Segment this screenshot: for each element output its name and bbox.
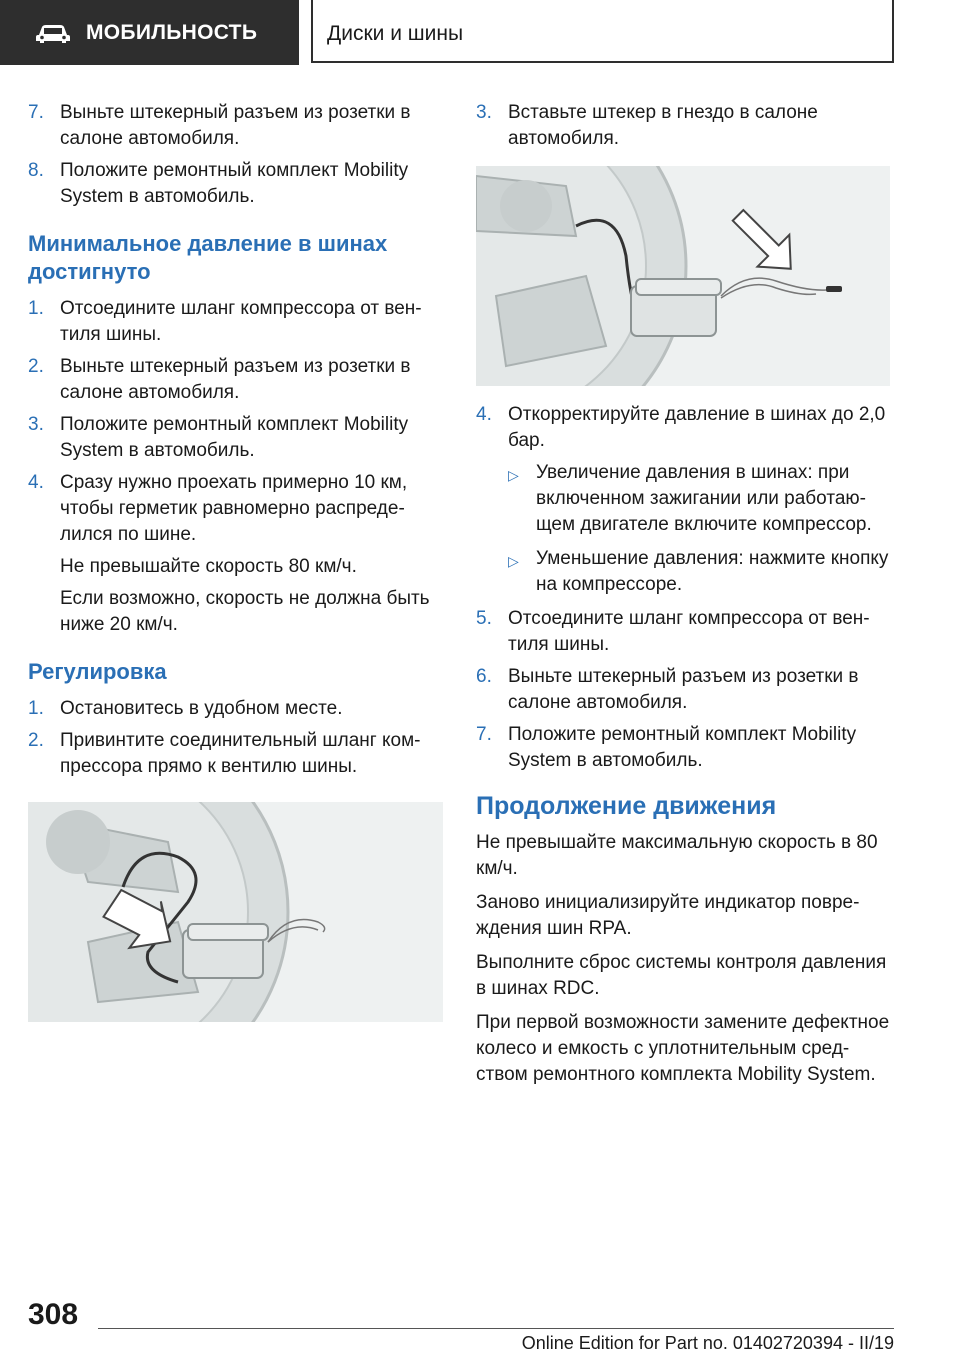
- right-column: [476, 100, 896, 1096]
- step-item: [476, 606, 896, 658]
- section-tab: [0, 0, 299, 65]
- step-number: 8.: [28, 160, 44, 181]
- step-item: [476, 722, 896, 774]
- illustration-hose-to-valve: [28, 802, 443, 1022]
- left-column: [28, 100, 443, 1022]
- step-item: [28, 296, 443, 348]
- compressor-plug-illustration: [476, 166, 890, 386]
- step-text: Выньте штекерный разъем из розетки в салоне автомобиля.: [508, 666, 859, 713]
- step-number: 7.: [28, 102, 44, 123]
- triangle-bullet-icon: ▷: [508, 553, 519, 569]
- section-heading: Продолжение движения: [476, 792, 777, 820]
- paragraph: Выполните сброс системы контроля давления в шинах RDC.: [476, 952, 887, 999]
- step-item: [28, 158, 443, 210]
- page-number: 308: [28, 1298, 79, 1331]
- step-note: Не превышайте скорость 80 км/ч.: [60, 556, 357, 577]
- step-text: Положите ремонтный комплект Mobility System в автомобиль.: [60, 414, 409, 461]
- bullet-text: Уменьшение давления: нажмите кнопку на компрессоре.: [536, 548, 889, 595]
- triangle-bullet-icon: ▷: [508, 467, 519, 483]
- step-text: Положите ремонтный комплект Mobility System в автомобиль.: [508, 724, 857, 771]
- edition-note: Online Edition for Part no. 01402720394 - II/19: [521, 1333, 894, 1353]
- section-heading: Минимальное давление в шинах достигнуто: [28, 231, 388, 284]
- paragraph: При первой возможности замените дефектное колесо и емкость с уплотнительным сред-ством ремонтного комплекта Mobility System.: [476, 1012, 890, 1085]
- step-item: [28, 412, 443, 464]
- step-number: 2.: [28, 356, 44, 377]
- step-text: Остановитесь в удобном месте.: [60, 698, 343, 719]
- bullet-text: Увеличение давления в шинах: при включенном зажигании или работаю-щем двигателе включите компрессор.: [536, 462, 872, 535]
- step-number: 2.: [28, 730, 44, 751]
- step-item: [28, 696, 443, 722]
- step-number: 7.: [476, 724, 492, 745]
- step-item: [28, 100, 443, 152]
- step-number: 1.: [28, 698, 44, 719]
- step-item: [28, 728, 443, 780]
- paragraph: Заново инициализируйте индикатор повре-ждения шин RPA.: [476, 892, 860, 939]
- step-note: Если возможно, скорость не должна быть ниже 20 км/ч.: [60, 588, 430, 635]
- step-text: Откорректируйте давление в шинах до 2,0 бар.: [508, 404, 886, 451]
- chapter-title: Диски и шины: [327, 22, 464, 45]
- step-number: 6.: [476, 666, 492, 687]
- step-item: [28, 354, 443, 406]
- step-text: Выньте штекерный разъем из розетки в салоне автомобиля.: [60, 102, 411, 149]
- footer-divider: [98, 1328, 894, 1329]
- section-heading: Регулировка: [28, 659, 167, 684]
- paragraph: Не превышайте максимальную скорость в 80 км/ч.: [476, 832, 878, 879]
- step-item: [28, 470, 443, 548]
- step-item: [476, 664, 896, 716]
- section-title: МОБИЛЬНОСТЬ: [86, 20, 258, 44]
- car-icon: [36, 22, 70, 44]
- step-number: 1.: [28, 298, 44, 319]
- step-text: Выньте штекерный разъем из розетки в салоне автомобиля.: [60, 356, 411, 403]
- step-item: [476, 402, 896, 454]
- step-text: Отсоедините шланг компрессора от вен-тиля шины.: [508, 608, 870, 655]
- step-number: 4.: [476, 404, 492, 425]
- illustration-plug-in-socket: [476, 166, 890, 386]
- step-number: 3.: [28, 414, 44, 435]
- step-number: 4.: [28, 472, 44, 493]
- step-text: Вставьте штекер в гнездо в салоне автомобиля.: [508, 102, 818, 149]
- bullet-item: [476, 546, 896, 598]
- step-text: Сразу нужно проехать примерно 10 км, чтобы герметик равномерно распреде-лился по шине.: [60, 472, 408, 545]
- chapter-box: [311, 0, 894, 63]
- step-number: 5.: [476, 608, 492, 629]
- bullet-item: [476, 460, 896, 538]
- step-number: 3.: [476, 102, 492, 123]
- step-text: Положите ремонтный комплект Mobility System в автомобиль.: [60, 160, 409, 207]
- step-item: [476, 100, 896, 152]
- step-text: Отсоедините шланг компрессора от вен-тиля шины.: [60, 298, 422, 345]
- step-text: Привинтите соединительный шланг ком-прессора прямо к вентилю шины.: [60, 730, 421, 777]
- wheel-hose-illustration: [28, 802, 443, 1022]
